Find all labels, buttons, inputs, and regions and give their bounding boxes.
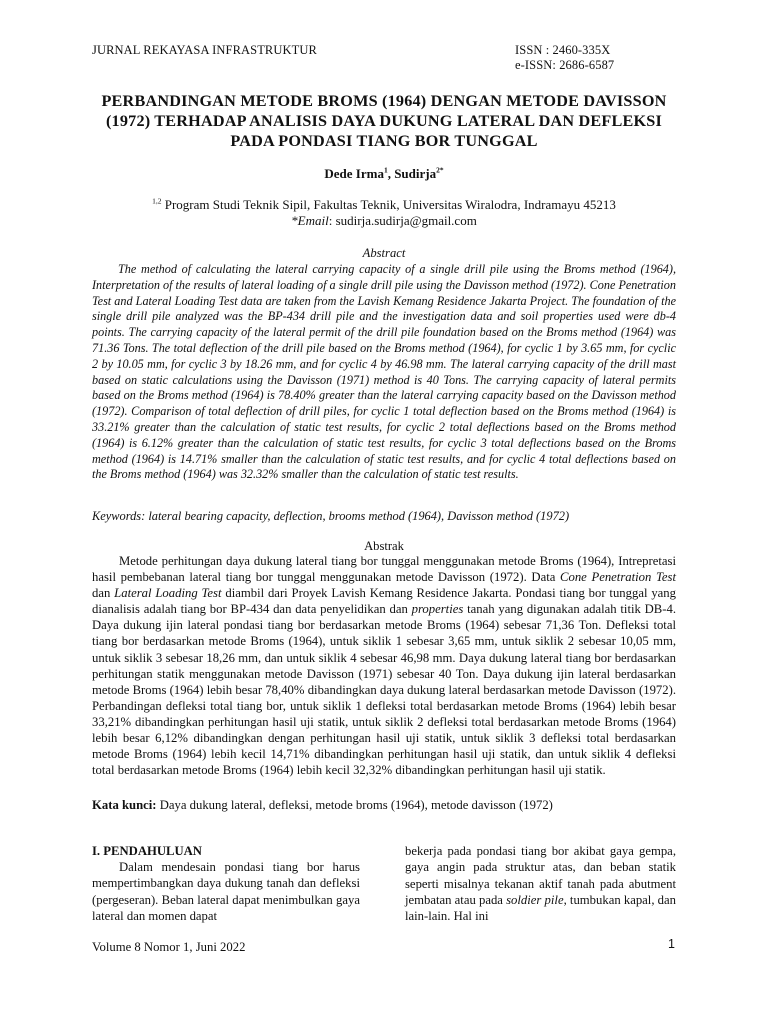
author-separator: , bbox=[387, 166, 395, 181]
abstrak-italic-term: Cone Penetration Test bbox=[560, 570, 676, 585]
footer-volume: Volume 8 Nomor 1, Juni 2022 bbox=[92, 940, 246, 954]
kata-kunci-text: Daya dukung lateral, defleksi, metode broms (1964), metode davisson (1972) bbox=[156, 798, 553, 812]
body-column-left: Dalam mendesain pondasi tiang bor harus mempertimbangkan daya dukung tanah dan defleksi (pergeseran). Beban lateral dapat menimbulkan gaya lateral dan momen dapat bbox=[92, 860, 360, 923]
body-text: , tumbukan kapal, dan lain-lain. Hal ini bbox=[405, 892, 676, 924]
eissn: e-ISSN: 2686-6587 bbox=[515, 58, 615, 72]
abstract-body: The method of calculating the lateral carrying capacity of a single drill pile using the Broms method (1964), Interpretation of the results of lateral loading of a single drill pile using the Davisson method (1972). Cone Penetration Test and Lateral Loading Test data are taken from the Lavish Kemang Residence Jakarta Project. The foundation of the single drill pile analyzed was the BP-434 drill pile and the investigation data and soil properties used were db-4 points. The carrying capacity of the lateral permit of the drill pile foundation based on the Broms method (1964) was 71.36 Tons. The total deflection of the drill pile based on the Broms method (1964), for cyclic 1 by 3.65 mm, for cyclic 2 by 10.05 mm, for cyclic 3 by 18.26 mm, and for cyclic 4 by 46.98 mm. The lateral carrying capacity of the drill mast based on static calculations using the Davisson (1971) method is 40 Tons. The carrying capacity of lateral permits based on the Broms method (1964) is 78.40% greater than the lateral carrying capacity based on the Davisson method (1972). Comparison of total deflection of drill piles, for cyclic 1 total deflection based on the Broms method (1964) is 33.21% greater than the calculation of static test results, for cyclic 2 total deflections based on the Broms method (1964) is 6.12% greater than the calculation of static test results, for cyclic 3 total deflections based on the Broms method (1964) is 14.71% smaller than the calculation of static test results, and for cyclic 4 total deflections based on the Broms method (1964) was 32.32% smaller than the calculation of static test results. bbox=[92, 262, 676, 482]
issn-block bbox=[515, 43, 614, 73]
abstrak-heading: Abstrak bbox=[364, 539, 404, 553]
email-address: : sudirja.sudirja@gmail.com bbox=[328, 213, 477, 228]
paper-title: PERBANDINGAN METODE BROMS (1964) DENGAN METODE DAVISSON (1972) TERHADAP ANALISIS DAYA DUKUNG LATERAL DAN DEFLEKSI PADA PONDASI TIANG BOR TUNGGAL bbox=[101, 92, 667, 150]
body-column-right bbox=[405, 843, 676, 924]
author-line bbox=[0, 166, 768, 182]
kata-kunci-label: Kata kunci: bbox=[92, 798, 157, 812]
section-heading: I. PENDAHULUAN bbox=[92, 844, 202, 858]
abstrak-text: dan bbox=[92, 586, 115, 601]
author-name: Sudirja bbox=[394, 166, 437, 181]
email-line bbox=[0, 213, 768, 229]
abstrak-body bbox=[92, 553, 676, 778]
abstrak-text: tanah yang digunakan adalah titik DB-4. Daya dukung ijin lateral pondasi tiang bor berdasarkan metode Broms (1964) sebesar 71,36 Ton. Defleksi total tiang bor berdasarkan metode Broms (1964), untuk siklik 1 sebesar 3,65 mm, untuk siklik 2 sebesar 10,05 mm, untuk siklik 3 sebesar 18,26 mm, dan untuk siklik 4 sebesar 46,98 mm. Daya dukung lateral tiang bor berdasarkan perhitungan statik menggunakan metode Davisson (1971) sebesar 40 Ton. Daya dukung ijin lateral berdasarkan metode Broms (1964) lebih besar 78,40% dibandingkan daya dukung lateral berdasarkan metode Davisson (1972). Perbandingan defleksi total tiang bor, untuk siklik 1 defleksi total berdasarkan metode Broms (1964) lebih besar 33,21% dibandingkan perhitungan hasil uji statik, untuk siklik 2 defleksi total berdasarkan metode Broms (1964) lebih besar 6,12% dibandingkan dengan perhitungan hasil uji statik, untuk siklik 3 defleksi total berdasarkan metode Broms (1964) lebih kecil 14,71% dibandingkan perhitungan hasil uji statik, dan untuk siklik 4 defleksi total berdasarkan metode Broms (1964) lebih kecil 32,32% dibandingkan perhitungan hasil uji statik. bbox=[92, 602, 677, 778]
abstrak-text: Metode perhitungan daya dukung lateral tiang bor tunggal menggunakan metode Broms (1964), Intrepretasi hasil pembebanan lateral tiang bor tunggal menggunakan metode Davisson (1972). Data bbox=[92, 554, 676, 585]
abstrak-italic-term: Lateral Loading Test bbox=[114, 586, 222, 601]
kata-kunci bbox=[92, 797, 676, 813]
author-affiliation-mark: 2* bbox=[436, 165, 444, 175]
body-italic-term: soldier pile bbox=[506, 892, 564, 907]
author-name: Dede Irma bbox=[324, 166, 384, 181]
affiliation bbox=[0, 197, 768, 213]
issn: ISSN : 2460-335X bbox=[515, 43, 611, 57]
abstrak-italic-term: properties bbox=[411, 602, 464, 617]
page-number: 1 bbox=[668, 937, 675, 951]
abstrak-text: diambil dari Proyek Lavish Kemang Residence Jakarta. Pondasi tiang bor tunggal yang dianalisis adalah tiang bor BP-434 dan data penyelidikan dan bbox=[92, 586, 676, 617]
body-text: bekerja pada pondasi tiang bor akibat gaya gempa, gaya angin pada struktur atas, dan beban statik seperti misalnya tekanan aktif tanah pada abutment jembatan atau pada bbox=[405, 844, 676, 907]
affiliation-text: Program Studi Teknik Sipil, Fakultas Teknik, Universitas Wiralodra, Indramayu 45213 bbox=[161, 197, 616, 212]
journal-name: JURNAL REKAYASA INFRASTRUKTUR bbox=[92, 43, 317, 57]
abstract-heading: Abstract bbox=[362, 246, 406, 260]
author-affiliation-mark: 1 bbox=[383, 165, 388, 175]
keywords: Keywords: lateral bearing capacity, deflection, brooms method (1964), Davisson method (1972) bbox=[92, 509, 570, 523]
affiliation-mark: 1,2 bbox=[152, 196, 162, 206]
email-label: *Email bbox=[291, 213, 329, 228]
